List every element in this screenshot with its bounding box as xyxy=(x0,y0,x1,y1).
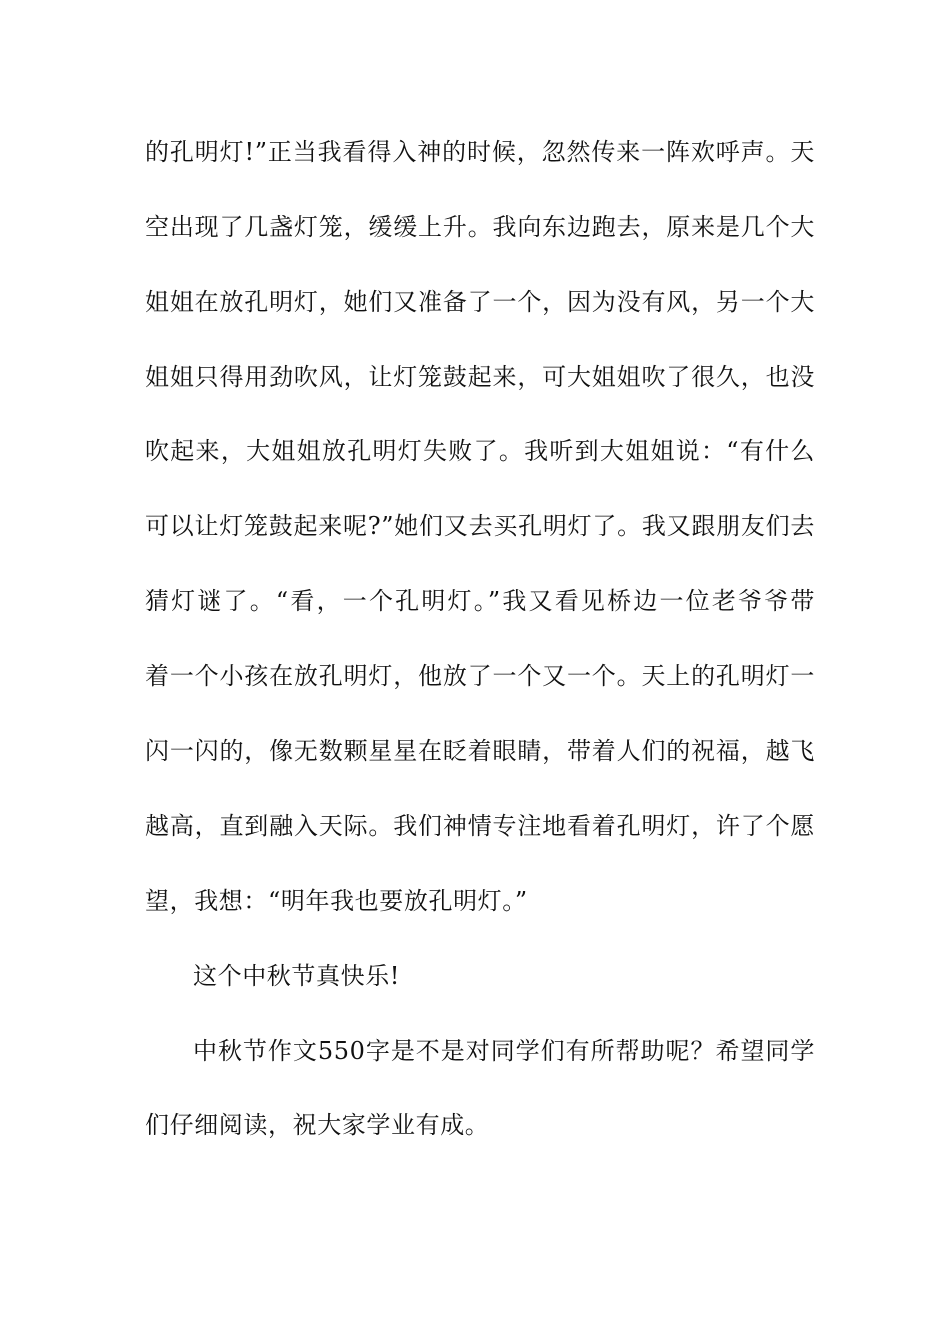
paragraph-line: 姐姐只得用劲吹风，让灯笼鼓起来，可大姐姐吹了很久，也没 xyxy=(145,363,815,391)
paragraph-line: 这个中秋节真快乐! xyxy=(193,962,401,990)
paragraph-line: 猜灯谜了。“看，一个孔明灯。”我又看见桥边一位老爷爷带 xyxy=(145,587,815,615)
paragraph-line: 们仔细阅读，祝大家学业有成。 xyxy=(145,1111,490,1139)
paragraph-line: 望，我想：“明年我也要放孔明灯。” xyxy=(145,887,528,915)
paragraph-line: 着一个小孩在放孔明灯，他放了一个又一个。天上的孔明灯一 xyxy=(145,662,815,690)
paragraph-line: 空出现了几盏灯笼，缓缓上升。我向东边跑去，原来是几个大 xyxy=(145,213,815,241)
paragraph-line: 中秋节作文550字是不是对同学们有所帮助呢？希望同学 xyxy=(193,1037,815,1065)
paragraph-line: 姐姐在放孔明灯，她们又准备了一个，因为没有风，另一个大 xyxy=(145,288,815,316)
paragraph-line: 的孔明灯!”正当我看得入神的时候，忽然传来一阵欢呼声。天 xyxy=(145,138,815,166)
paragraph-line: 吹起来，大姐姐放孔明灯失败了。我听到大姐姐说：“有什么 xyxy=(145,437,815,465)
paragraph-line: 闪一闪的，像无数颗星星在眨着眼睛，带着人们的祝福，越飞 xyxy=(145,737,815,765)
paragraph-line: 可以让灯笼鼓起来呢?”她们又去买孔明灯了。我又跟朋友们去 xyxy=(145,512,815,540)
paragraph-line: 越高，直到融入天际。我们神情专注地看着孔明灯，许了个愿 xyxy=(145,812,815,840)
